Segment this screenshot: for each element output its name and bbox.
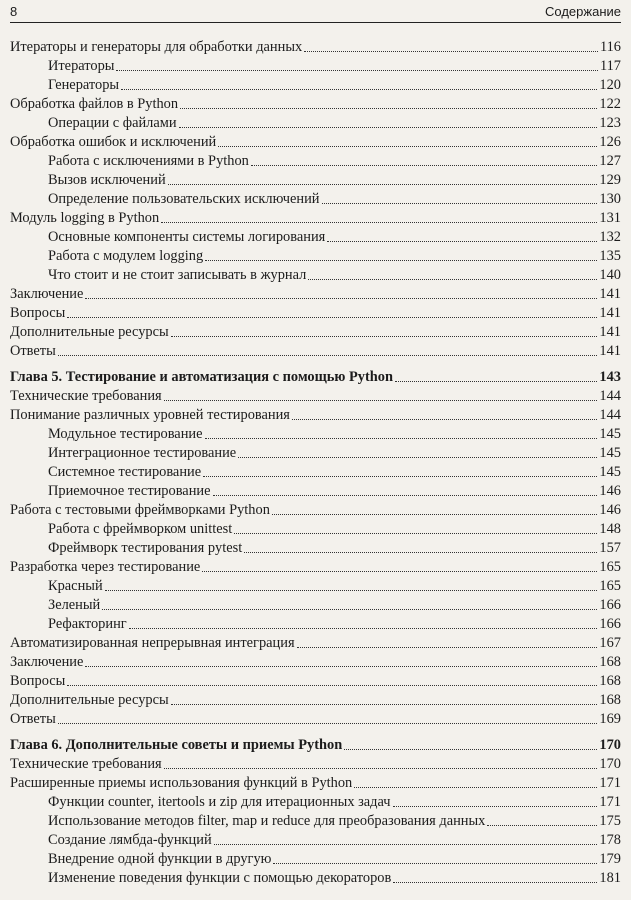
toc-entry-page: 144: [599, 388, 621, 404]
toc-entry-title: Что стоит и не стоит записывать в журнал: [48, 267, 307, 283]
dot-leader: [85, 297, 597, 299]
toc-entry-page: 145: [599, 445, 621, 461]
dot-leader: [121, 88, 597, 90]
toc-entry-title: Расширенные приемы использования функций в Python: [10, 775, 353, 791]
dot-leader: [308, 278, 597, 280]
toc-entry-page: 157: [599, 540, 621, 556]
dot-leader: [244, 551, 597, 553]
toc-entry-title: Работа с модулем logging: [48, 248, 204, 264]
dot-leader: [58, 354, 598, 356]
toc-entry-page: 141: [599, 324, 621, 340]
toc-entry: [10, 170, 621, 189]
dot-leader: [251, 164, 598, 166]
toc-entry-page: 178: [599, 832, 621, 848]
toc-entry-title: Работа с тестовыми фреймворками Python: [10, 502, 270, 518]
toc-entry-title: Вызов исключений: [48, 172, 166, 188]
toc-entry-title: Генераторы: [48, 77, 120, 93]
toc-entry-title: Глава 6. Дополнительные советы и приемы Python: [10, 737, 343, 753]
toc-entry-page: 170: [599, 756, 621, 772]
toc-entry: [10, 849, 621, 868]
toc-entry: [10, 151, 621, 170]
toc-entry-page: 141: [599, 343, 621, 359]
toc-entry: [10, 868, 621, 887]
toc-entry: [10, 709, 621, 728]
toc-entry: [10, 614, 621, 633]
dot-leader: [393, 881, 597, 883]
toc-entry-page: 143: [599, 369, 621, 385]
toc-entry-page: 165: [599, 578, 621, 594]
toc-entry-title: Интеграционное тестирование: [48, 445, 237, 461]
toc-entry: [10, 830, 621, 849]
page-number: 8: [10, 4, 18, 19]
dot-leader: [205, 437, 598, 439]
toc-entry-page: 175: [599, 813, 621, 829]
toc-entry-page: 127: [599, 153, 621, 169]
toc-entry-page: 165: [599, 559, 621, 575]
toc-entry-page: 116: [599, 39, 621, 55]
toc-entry-title: Технические требования: [10, 756, 162, 772]
toc-entry-title: Изменение поведения функции с помощью декораторов: [48, 870, 392, 886]
dot-leader: [116, 69, 598, 71]
toc-entry: [10, 386, 621, 405]
toc-entry: [10, 113, 621, 132]
dot-leader: [164, 767, 598, 769]
toc-entry: [10, 132, 621, 151]
toc-entry-title: Основные компоненты системы логирования: [48, 229, 326, 245]
toc-entry-title: Дополнительные ресурсы: [10, 324, 169, 340]
table-of-contents: [10, 37, 621, 887]
dot-leader: [218, 145, 597, 147]
toc-entry: [10, 754, 621, 773]
toc-chapter-entry: [10, 367, 621, 386]
toc-entry: [10, 208, 621, 227]
toc-entry-title: Модуль logging в Python: [10, 210, 160, 226]
toc-entry-title: Рефакторинг: [48, 616, 127, 632]
toc-entry: [10, 303, 621, 322]
toc-entry-page: 140: [599, 267, 621, 283]
toc-entry-page: 129: [599, 172, 621, 188]
toc-entry-page: 146: [599, 502, 621, 518]
toc-entry-title: Работа с исключениями в Python: [48, 153, 249, 169]
dot-leader: [85, 665, 597, 667]
toc-entry: [10, 576, 621, 595]
toc-entry-title: Итераторы: [48, 58, 115, 74]
toc-entry-page: 171: [599, 775, 621, 791]
toc-entry-page: 135: [599, 248, 621, 264]
toc-entry-title: Заключение: [10, 286, 84, 302]
toc-entry-title: Обработка файлов в Python: [10, 96, 179, 112]
toc-entry-page: 117: [599, 58, 621, 74]
toc-entry-page: 181: [599, 870, 621, 886]
dot-leader: [58, 722, 598, 724]
dot-leader: [487, 824, 597, 826]
toc-entry-page: 122: [599, 96, 621, 112]
toc-entry-title: Внедрение одной функции в другую: [48, 851, 272, 867]
toc-entry: [10, 595, 621, 614]
toc-entry-title: Итераторы и генераторы для обработки данных: [10, 39, 303, 55]
toc-chapter-entry: [10, 735, 621, 754]
dot-leader: [273, 862, 597, 864]
toc-entry: [10, 500, 621, 519]
dot-leader: [304, 50, 598, 52]
toc-entry-title: Зеленый: [48, 597, 101, 613]
toc-entry: [10, 94, 621, 113]
toc-entry: [10, 519, 621, 538]
toc-entry-page: 141: [599, 305, 621, 321]
toc-entry: [10, 557, 621, 576]
toc-entry-title: Вопросы: [10, 673, 66, 689]
toc-entry-title: Обработка ошибок и исключений: [10, 134, 217, 150]
dot-leader: [171, 703, 598, 705]
dot-leader: [129, 627, 598, 629]
dot-leader: [164, 399, 598, 401]
toc-entry-title: Определение пользовательских исключений: [48, 191, 320, 207]
toc-entry-page: 145: [599, 426, 621, 442]
toc-entry-title: Создание лямбда-функций: [48, 832, 212, 848]
toc-entry: [10, 265, 621, 284]
dot-leader: [272, 513, 598, 515]
toc-entry-title: Автоматизированная непрерывная интеграция: [10, 635, 295, 651]
toc-entry-page: 141: [599, 286, 621, 302]
header-rule: [10, 22, 621, 23]
dot-leader: [67, 316, 597, 318]
toc-entry-page: 132: [599, 229, 621, 245]
dot-leader: [395, 380, 597, 382]
toc-entry-title: Дополнительные ресурсы: [10, 692, 169, 708]
toc-entry-title: Фреймворк тестирования pytest: [48, 540, 243, 556]
dot-leader: [234, 532, 597, 534]
toc-entry: [10, 341, 621, 360]
toc-entry-page: 168: [599, 654, 621, 670]
page-header: [10, 4, 621, 22]
toc-entry-title: Заключение: [10, 654, 84, 670]
toc-entry: [10, 246, 621, 265]
toc-entry: [10, 37, 621, 56]
toc-entry-title: Использование методов filter, map и reduce для преобразования данных: [48, 813, 486, 829]
dot-leader: [102, 608, 597, 610]
toc-entry: [10, 462, 621, 481]
toc-entry-page: 120: [599, 77, 621, 93]
toc-entry-title: Ответы: [10, 711, 56, 727]
dot-leader: [171, 335, 598, 337]
toc-entry-title: Вопросы: [10, 305, 66, 321]
toc-entry-page: 166: [599, 616, 621, 632]
toc-entry-title: Красный: [48, 578, 103, 594]
toc-entry-title: Глава 5. Тестирование и автоматизация с помощью Python: [10, 369, 393, 385]
dot-leader: [213, 494, 598, 496]
toc-entry-page: 179: [599, 851, 621, 867]
toc-entry-title: Технические требования: [10, 388, 162, 404]
toc-entry: [10, 284, 621, 303]
toc-entry-page: 171: [599, 794, 621, 810]
toc-entry-page: 166: [599, 597, 621, 613]
dot-leader: [202, 570, 597, 572]
dot-leader: [161, 221, 597, 223]
toc-entry-page: 145: [599, 464, 621, 480]
toc-entry-title: Модульное тестирование: [48, 426, 203, 442]
toc-entry-title: Системное тестирование: [48, 464, 202, 480]
dot-leader: [180, 107, 597, 109]
dot-leader: [205, 259, 597, 261]
toc-entry-title: Функции counter, itertools и zip для итерационных задач: [48, 794, 391, 810]
toc-entry-page: 168: [599, 673, 621, 689]
toc-entry-title: Операции с файлами: [48, 115, 177, 131]
toc-entry-page: 131: [599, 210, 621, 226]
toc-entry: [10, 481, 621, 500]
toc-entry: [10, 227, 621, 246]
toc-entry: [10, 538, 621, 557]
toc-entry-page: 148: [599, 521, 621, 537]
dot-leader: [344, 748, 597, 750]
toc-entry-page: 170: [599, 737, 621, 753]
dot-leader: [322, 202, 598, 204]
toc-entry-title: Ответы: [10, 343, 56, 359]
toc-entry-page: 167: [599, 635, 621, 651]
toc-entry-page: 144: [599, 407, 621, 423]
toc-entry-page: 130: [599, 191, 621, 207]
toc-entry-page: 168: [599, 692, 621, 708]
toc-entry: [10, 671, 621, 690]
dot-leader: [67, 684, 597, 686]
dot-leader: [354, 786, 597, 788]
toc-entry: [10, 811, 621, 830]
dot-leader: [105, 589, 598, 591]
toc-entry: [10, 792, 621, 811]
toc-entry-page: 123: [599, 115, 621, 131]
toc-entry-title: Приемочное тестирование: [48, 483, 211, 499]
toc-entry: [10, 424, 621, 443]
dot-leader: [327, 240, 597, 242]
dot-leader: [297, 646, 598, 648]
toc-entry-title: Разработка через тестирование: [10, 559, 201, 575]
dot-leader: [238, 456, 597, 458]
toc-entry: [10, 75, 621, 94]
dot-leader: [393, 805, 598, 807]
toc-entry: [10, 652, 621, 671]
toc-entry: [10, 189, 621, 208]
dot-leader: [214, 843, 598, 845]
toc-entry-title: Работа с фреймворком unittest: [48, 521, 233, 537]
toc-entry-page: 146: [599, 483, 621, 499]
toc-entry: [10, 690, 621, 709]
toc-entry-page: 169: [599, 711, 621, 727]
dot-leader: [168, 183, 598, 185]
toc-entry: [10, 633, 621, 652]
toc-entry: [10, 443, 621, 462]
toc-entry: [10, 773, 621, 792]
section-title: Содержание: [545, 4, 621, 19]
toc-entry-page: 126: [599, 134, 621, 150]
toc-entry: [10, 322, 621, 341]
dot-leader: [292, 418, 597, 420]
toc-entry-title: Понимание различных уровней тестирования: [10, 407, 290, 423]
toc-entry: [10, 56, 621, 75]
dot-leader: [203, 475, 597, 477]
dot-leader: [179, 126, 598, 128]
toc-entry: [10, 405, 621, 424]
